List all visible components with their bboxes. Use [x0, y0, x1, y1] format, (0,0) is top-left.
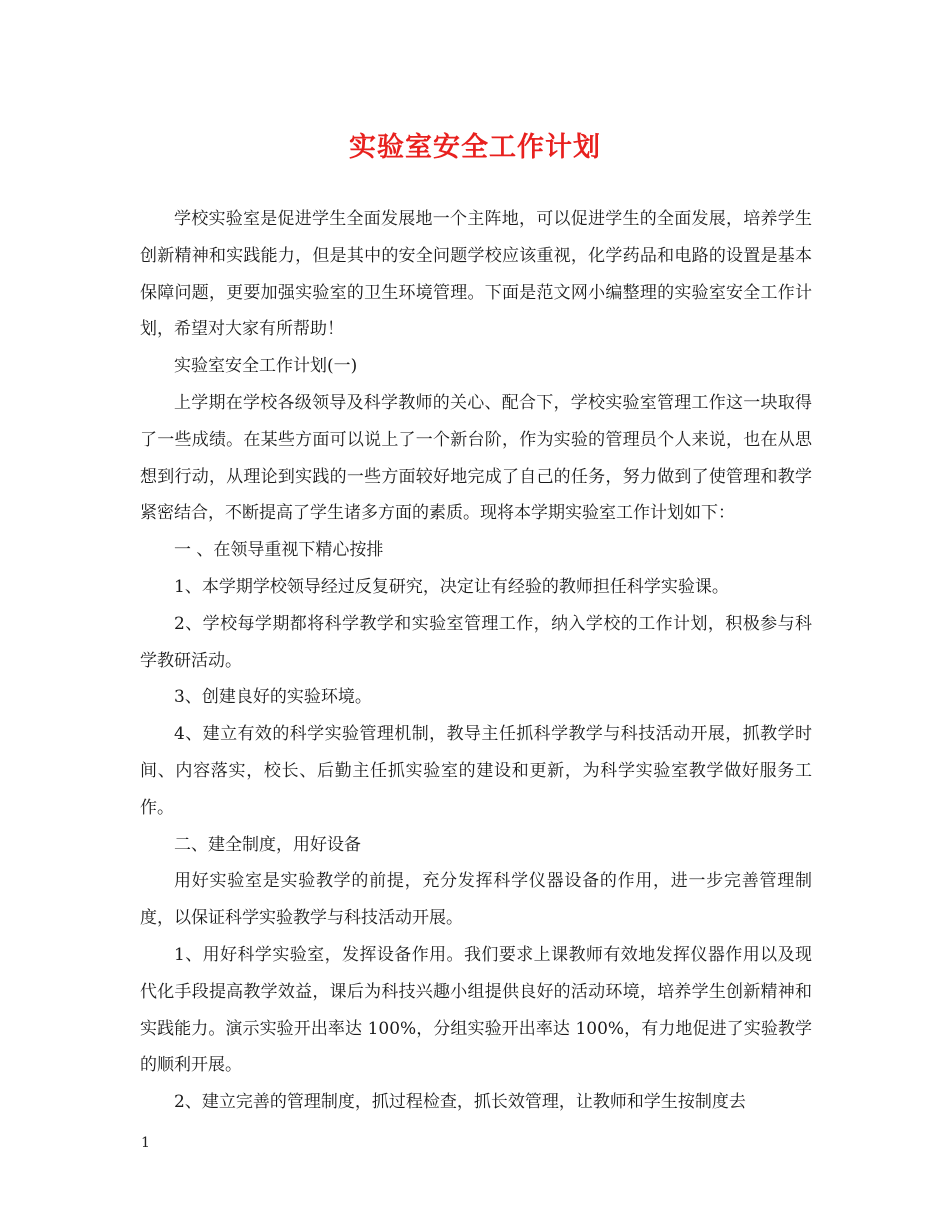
- list-item: 1、本学期学校领导经过反复研究，决定让有经验的教师担任科学实验课。: [174, 576, 729, 597]
- intro-paragraph: 学校实验室是促进学生全面发展地一个主阵地，可以促进学生的全面发展，培养学生创新精神和实践能力，但是其中的安全问题学校应该重视，化学药品和电路的设置是基本保障问题，更要加强实验室的卫生环境管理。下面是范文网小编整理的实验室安全工作计划，希望对大家有所帮助！: [140, 209, 812, 340]
- body-paragraph: 用好实验室是实验教学的前提，充分发挥科学仪器设备的作用，进一步完善管理制度，以保证科学实验教学与科技活动开展。: [140, 871, 812, 929]
- list-item: 2、学校每学期都将科学教学和实验室管理工作，纳入学校的工作计划，积极参与科学教研活动。: [140, 613, 812, 671]
- section-heading-leadership: 一 、在领导重视下精心按排: [174, 540, 384, 561]
- list-item: 2、建立完善的管理制度，抓过程检查，抓长效管理，让教师和学生按制度去: [174, 1092, 746, 1113]
- document-body: [140, 201, 812, 1121]
- body-paragraph: 上学期在学校各级领导及科学教师的关心、配合下，学校实验室管理工作这一块取得了一些成绩。在某些方面可以说上了一个新台阶，作为实验的管理员个人来说，也在从思想到行动，从理论到实践的一些方面较好地完成了自己的任务，努力做到了使管理和教学紧密结合，不断提高了学生诸多方面的素质。现将本学期实验室工作计划如下：: [140, 392, 812, 524]
- list-item: 4、建立有效的科学实验管理机制，教导主任抓科学教学与科技活动开展，抓教学时间、内容落实，校长、后勤主任抓实验室的建设和更新，为科学实验室教学做好服务工作。: [140, 724, 812, 818]
- list-item: 3、创建良好的实验环境。: [174, 687, 372, 708]
- page-number: 1: [141, 1135, 150, 1151]
- list-item: 1、用好科学实验室，发挥设备作用。我们要求上课教师有效地发挥仪器作用以及现代化手段提高教学效益，课后为科技兴趣小组提供良好的活动环境，培养学生创新精神和实践能力。演示实验开出率达 100%，分组实验开出率达 100%，有力地促进了实验教学的顺利开展。: [140, 944, 812, 1076]
- section-heading-plan-one: 实验室安全工作计划(一): [174, 356, 358, 377]
- document-title: 实验室安全工作计划: [349, 132, 601, 163]
- section-heading-system: 二、建全制度，用好设备: [174, 834, 361, 855]
